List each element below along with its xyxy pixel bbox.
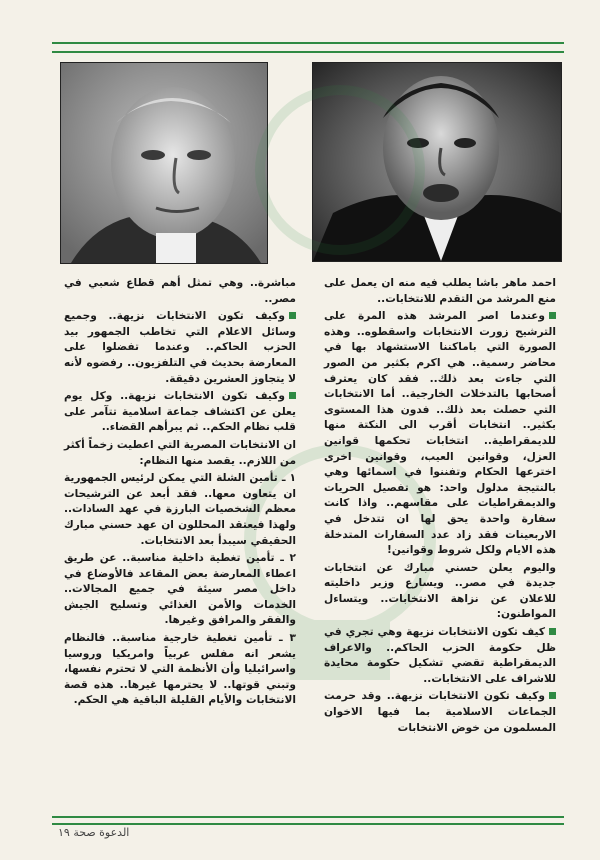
portrait-image — [61, 63, 267, 263]
top-rule — [52, 42, 564, 53]
paragraph-text: وكيف تكون الانتخابات نزيهة.. وكل يوم يعلن عن اكتشاف جماعة اسلامية تتآمر على قلب نظام الحكم.. ثم يبرأهم القضاء.. — [64, 390, 296, 434]
page-footer: الدعوة صحة ١٩ — [58, 826, 130, 839]
paragraph-text: ٢ ـ تأمين تغطية داخلية مناسبة.. عن طريق اعطاء المعارضة بعض المقاعد فالأوضاع في داخل مصر سيئة في جميع المجالات.. الخدمات والأمن الغذائي وتسليح الجيش والفقر والمرافق وغيرها. — [64, 552, 296, 627]
portrait-image — [313, 63, 561, 261]
paragraph-text: واليوم يعلن حسني مبارك عن انتخابات جديدة في مصر.. ويسارع وزير داخليته للاعلان عن نزاهة الانتخابات.. ويتساءل المواطنون: — [324, 561, 556, 621]
paragraph-text: وعندما اصر المرشد هذه المرة على الترشيح زورت الانتخابات واسقطوه.. وهذه الصورة التي باماكننا الاستشهاد بها في محاضر رسمية.. هي اكرم بكثير من الصور التي جاءت بعد ذلك.. فقد كان يعترف أصحابها بالتدخلات الخارجية.. أما الانتخابات التي حصلت بعد ذلك.. فدون هذا المستوى بكثير.. انتخابات أقرب الى النكتة منها للديمقراطية.. انتخابات تحكمها قوانين العزل، وقوانين العيب، وقوانين اخرى اخترعها الحكام وتفننوا في اسمائها وهي بالنتيجة مدلول واحد: هو تفصيل الحريات والديمقراطيات على مقاسهم.. واذا كانت سفارة واحدة يحق لها ان تتدخل في الاربعينات فقد زاد عدد السفارات المتدخلة هذه الايام ولكل شروط وقوانين! — [324, 310, 556, 557]
article-paragraph — [324, 276, 556, 307]
paragraph-text: وكيف تكون الانتخابات نزيهة.. وقد حرمت الجماعات الاسلامية بما فيها الاخوان المسلمون من خوض الانتخابات — [324, 690, 556, 734]
paragraph-text: ٣ ـ تأمين تغطية خارجية مناسبة.. فالنظام يشعر انه مفلس عربياً وامريكيا وروسيا واسرائيليا وأن الأنظمة التي لا تحترم نفسها، وتبني قوتها.. لا يحترمها غيرها.. هذه قصة الانتخابات والأيام القليلة الباقية هي الحكم. — [64, 632, 296, 707]
bottom-rule — [52, 816, 564, 825]
article-paragraph — [64, 631, 296, 709]
bullet-square-icon — [289, 392, 296, 399]
article-column-right — [324, 276, 556, 738]
bullet-square-icon — [289, 312, 296, 319]
photo-speaking-man — [312, 62, 562, 262]
article-paragraph — [324, 561, 556, 623]
article-paragraph — [324, 625, 556, 687]
article-paragraph — [64, 471, 296, 549]
bullet-square-icon — [549, 628, 556, 635]
paragraph-text: وكيف تكون الانتخابات نزيهة.. وجميع وسائل الاعلام التي تخاطب الجمهور بيد الحزب الحاكم.. وعندما تفضلوا على المعارضة بحديث في التلفزيون.. رفضوه لأنه لا يتجاوز العشرين دقيقة. — [64, 310, 296, 385]
paragraph-text: كيف تكون الانتخابات نزيهة وهي تجري في ظل حكومة الحزب الحاكم.. والاعراف الديمقراطية تقضي تشكيل حكومة محايدة للاشراف على الانتخابات.. — [324, 626, 556, 685]
article-column-left — [64, 276, 296, 711]
article-paragraph — [64, 551, 296, 629]
paragraph-text: احمد ماهر باشا يطلب فيه منه ان يعمل على منع المرشد من التقدم للانتخابات.. — [324, 277, 556, 305]
paragraph-text: مباشرة.. وهي تمثل أهم قطاع شعبي في مصر.. — [64, 277, 296, 305]
article-paragraph — [64, 389, 296, 436]
photo-elderly-man — [60, 62, 268, 264]
article-paragraph — [64, 276, 296, 307]
article-paragraph — [324, 309, 556, 559]
article-paragraph — [324, 689, 556, 736]
paragraph-text: ١ ـ تأمين الشلة التي يمكن لرئيس الجمهورية ان يتعاون معها.. فقد أبعد عن الترشيحات معظم الشخصيات البارزة في عهد السادات.. ولهذا فيعتقد المحللون ان عهد حسني مبارك الحقيقي سيبدأ بعد الانتخابات. — [64, 472, 296, 547]
bullet-square-icon — [549, 312, 556, 319]
paragraph-text: ان الانتخابات المصرية التي اعطيت زخماً أكثر من اللازم.. يقصد منها النظام: — [64, 438, 296, 467]
bullet-square-icon — [549, 692, 556, 699]
article-paragraph — [64, 309, 296, 387]
article-paragraph — [64, 438, 296, 469]
